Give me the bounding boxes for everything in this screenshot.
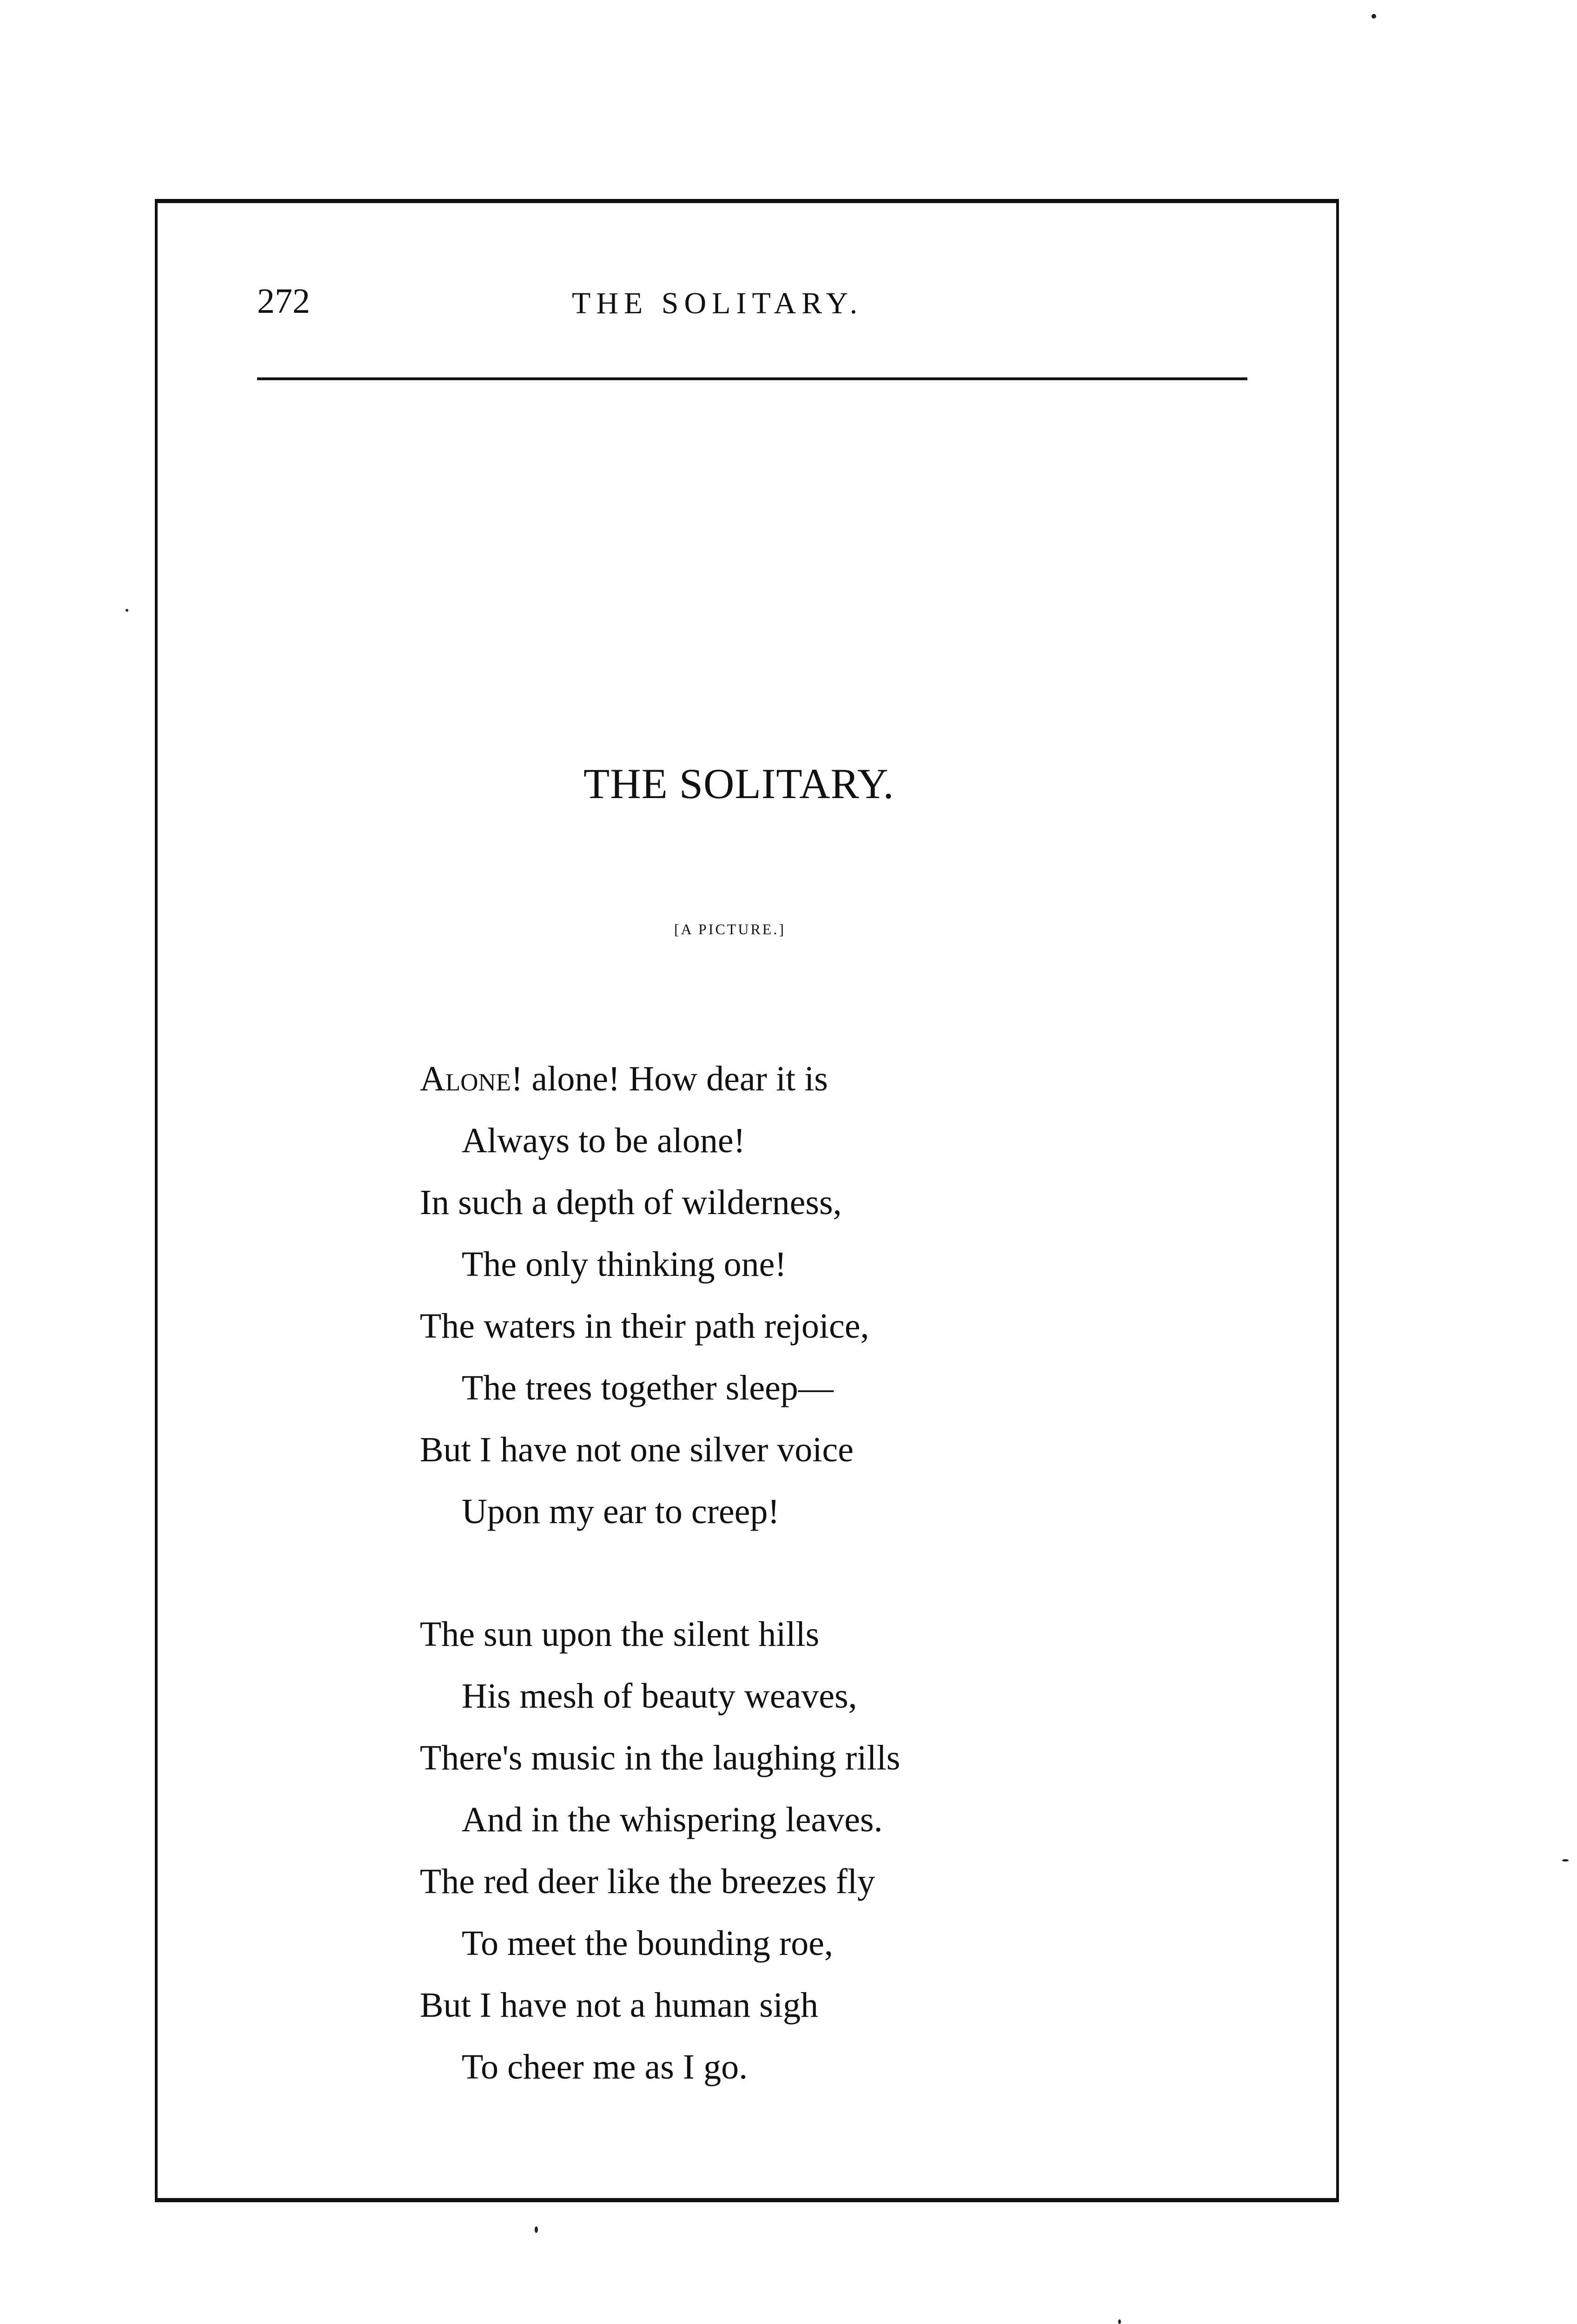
stanza-2 [420,1604,900,2098]
scan-speck [1372,14,1376,19]
poem-line: The red deer like the breezes fly [420,1862,875,1901]
header-rule [257,377,1247,380]
poem-line: But I have not one silver voice [420,1430,854,1469]
poem-line: In such a depth of wilderness, [420,1183,842,1222]
poem-line: The trees together sleep— [462,1368,834,1407]
poem-line: The sun upon the silent hills [420,1615,820,1654]
poem-line: There's music in the laughing rills [420,1738,901,1777]
scan-speck [126,609,128,612]
running-title: THE SOLITARY. [572,286,863,320]
scan-speck [1118,2319,1121,2324]
poem-line: And in the whispering leaves. [462,1800,883,1839]
poem-line [420,1048,869,1110]
poem-line: Upon my ear to creep! [462,1492,780,1531]
stanza-1 [420,1048,869,1543]
poem-line: The waters in their path rejoice, [420,1307,869,1346]
poem-line: Always to be alone! [462,1121,745,1160]
scan-speck [1562,1859,1569,1862]
poem-line: But I have not a human sigh [420,1986,818,2025]
poem-line: The only thinking one! [462,1245,787,1284]
poem-title: THE SOLITARY. [583,760,895,807]
poem-line: His mesh of beauty weaves, [462,1677,857,1716]
first-line-rest: ! alone! How dear it is [511,1059,828,1098]
poem-line: To meet the bounding roe, [462,1924,833,1963]
poem-subtitle: [A PICTURE.] [674,921,786,938]
poem-line: To cheer me as I go. [462,2047,748,2086]
scan-speck [535,2226,538,2233]
first-word: Alone [420,1059,511,1098]
page-number: 272 [257,282,310,321]
